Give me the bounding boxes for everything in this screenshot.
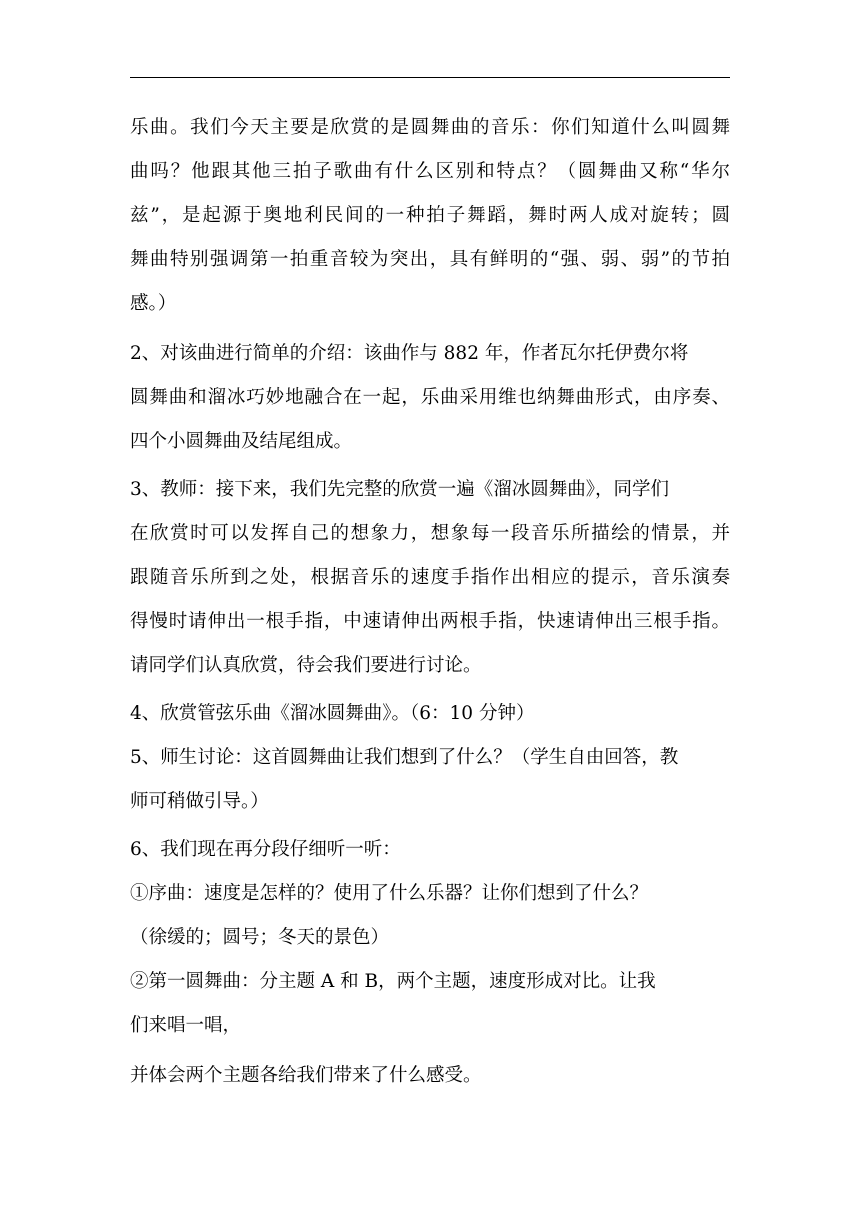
item-2-line-3: 四个小圆舞曲及结尾组成。: [130, 431, 353, 452]
text-line-3: 兹”，是起源于奥地利民间的一种拍子舞蹈，舞时两人成对旋转；圆: [130, 205, 730, 226]
sub-item-1-line-1: ①序曲：速度是怎样的？使用了什么乐器？让你们想到了什么？: [130, 883, 649, 904]
text-line-5: 感。）: [130, 293, 177, 314]
item-3-line-5: 请同学们认真欣赏，待会我们要进行讨论。: [130, 655, 482, 676]
sub-item-1-line-2: （徐缓的；圆号；冬天的景色）: [130, 927, 390, 948]
item-2-line-2: 圆舞曲和溜冰巧妙地融合在一起，乐曲采用维也纳舞曲形式，由序奏、: [130, 387, 730, 408]
text-line-4: 舞曲特别强调第一拍重音较为突出，具有鲜明的“强、弱、弱”的节拍: [130, 249, 730, 270]
item-3-line-4: 得慢时请伸出一根手指，中速请伸出两根手指，快速请伸出三根手指。: [130, 611, 730, 632]
text-line-1: 乐曲。我们今天主要是欣赏的是圆舞曲的音乐：你们知道什么叫圆舞: [130, 117, 730, 138]
item-2-line-1: 2、对该曲进行简单的介绍：该曲作与 882 年，作者瓦尔托伊费尔将: [130, 343, 689, 364]
item-3-line-1: 3、教师：接下来，我们先完整的欣赏一遍《溜冰圆舞曲》，同学们: [130, 479, 670, 500]
header-rule: [130, 77, 730, 78]
item-3-line-3: 跟随音乐所到之处，根据音乐的速度手指作出相应的提示，音乐演奏: [130, 567, 730, 588]
item-5-line-1: 5、师生讨论：这首圆舞曲让我们想到了什么？（学生自由回答，教: [130, 747, 679, 768]
sub-item-2-line-1: ②第一圆舞曲：分主题 A 和 B，两个主题，速度形成对比。让我: [130, 971, 656, 992]
item-3-line-2: 在欣赏时可以发挥自己的想象力，想象每一段音乐所描绘的情景，并: [130, 523, 730, 544]
item-5-line-2: 师可稍做引导。）: [130, 791, 269, 812]
item-6-line: 6、我们现在再分段仔细听一听：: [130, 839, 401, 860]
item-4-line: 4、欣赏管弦乐曲《溜冰圆舞曲》。（6：10 分钟）: [130, 703, 535, 724]
sub-item-2-line-2: 们来唱一唱，: [130, 1015, 242, 1036]
text-line-2: 曲吗？他跟其他三拍子歌曲有什么区别和特点？（圆舞曲又称“华尔: [130, 161, 730, 182]
sub-item-2-line-3: 并体会两个主题各给我们带来了什么感受。: [130, 1065, 482, 1086]
